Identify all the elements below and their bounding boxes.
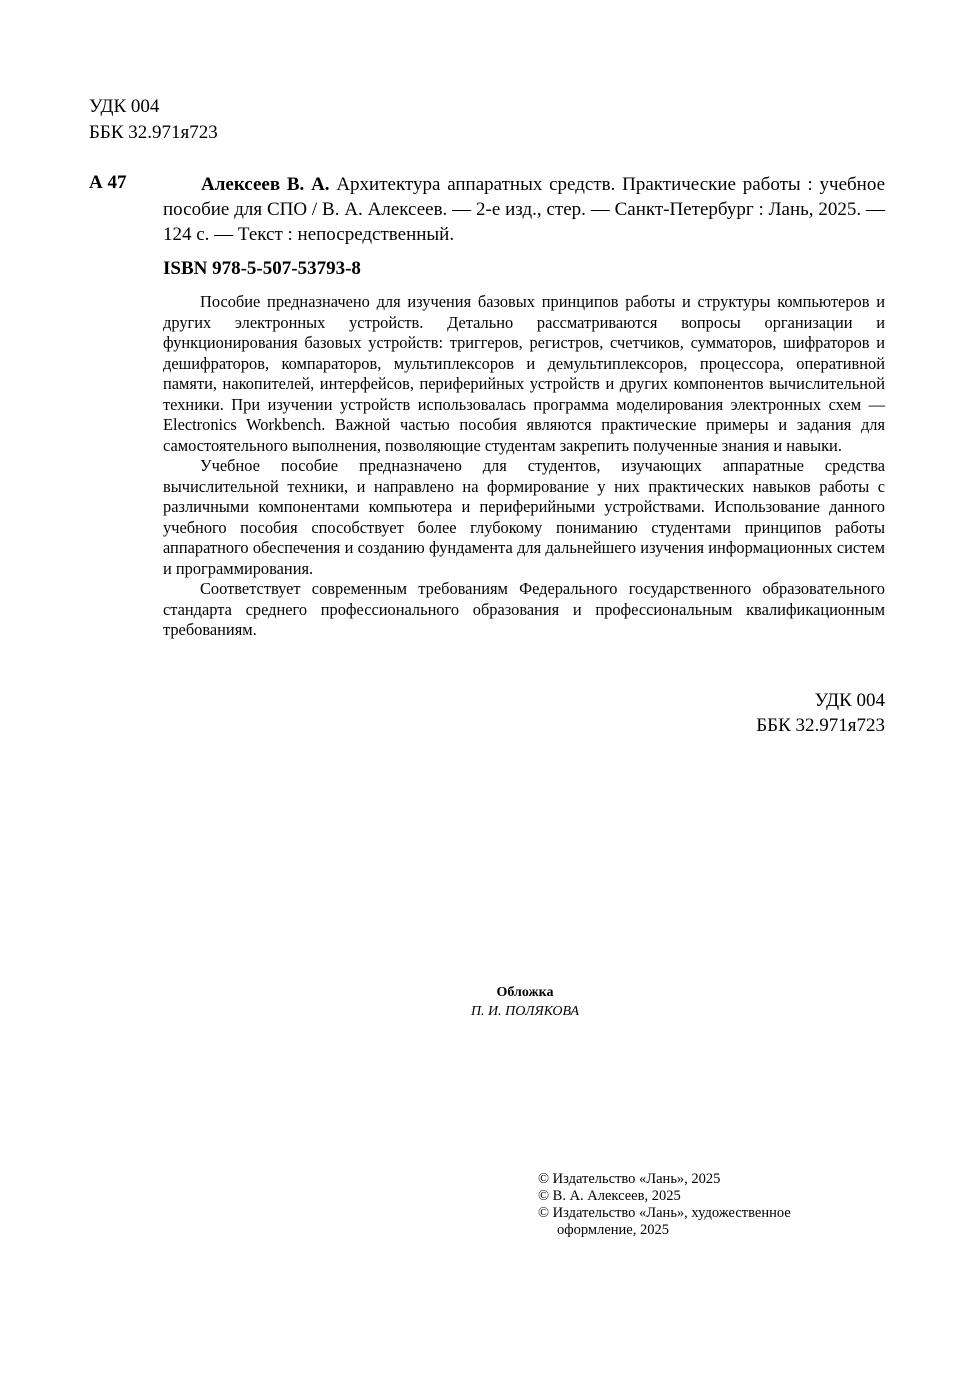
copyright-block [538, 1171, 791, 1239]
copyright-line: © Издательство «Лань», 2025 [538, 1171, 721, 1187]
bibliographic-record [163, 172, 885, 247]
annotation-paragraph: Учебное пособие предназначено для студентов, изучающих аппаратные средства вычислительной техники, и направлено на формирование у них практических навыков работы с различными компонентами компьютера и периферийными устройствами. Использование данного учебного пособия способствует более глубокому пониманию студентами принципов работы аппаратного обеспечения и созданию фундамента для дальнейшего изучения информационных систем и программирования. [163, 456, 885, 578]
annotation-paragraph: Пособие предназначено для изучения базовых принципов работы и структуры компьютеров и других электронных устройств. Детально рассматриваются вопросы организации и функционирования базовых устройств: триггеров, регистров, счетчиков, сумматоров, шифраторов и дешифраторов, компараторов, мультиплексоров и демультиплексоров, процессора, оперативной памяти, накопителей, интерфейсов, периферийных устройств и других компонентов вычислительной техники. При изучении устройств использовалась программа моделирования электронных схем — Electronics Workbench. Важной частью пособия являются практические примеры и задания для самостоятельного выполнения, позволяющие студентам закрепить полученные знания и навыки. [163, 292, 885, 455]
bib-description: Архитектура аппаратных средств. Практические работы : учебное пособие для СПО / В. А. Алексеев. — 2-е изд., стер. — Санкт-Петербург : Лань, 2025. — 124 с. — Текст : непосредственный. [163, 174, 885, 245]
annotation [163, 292, 885, 641]
classification-codes-bottom [756, 688, 885, 738]
cover-label: Обложка [496, 985, 554, 1000]
udk-code: УДК 004 [814, 690, 885, 711]
isbn: ISBN 978-5-507-53793-8 [163, 258, 361, 279]
bib-author: Алексеев В. А. [201, 174, 330, 195]
copyright-line: © В. А. Алексеев, 2025 [538, 1188, 681, 1204]
bbk-code: ББК 32.971я723 [89, 122, 218, 143]
copyright-line: оформление, 2025 [557, 1222, 669, 1238]
cover-designer: П. И. ПОЛЯКОВА [470, 1004, 580, 1019]
cover-credit [0, 983, 976, 1021]
annotation-paragraph: Соответствует современным требованиям Федерального государственного образовательного стандарта среднего профессионального образования и профессиональным квалификационным требованиям. [163, 579, 885, 639]
classification-codes-top [89, 94, 218, 146]
copyright-line: © Издательство «Лань», художественное [538, 1205, 791, 1221]
bbk-code: ББК 32.971я723 [756, 715, 885, 736]
author-mark: А 47 [89, 172, 127, 193]
udk-code: УДК 004 [89, 96, 160, 117]
